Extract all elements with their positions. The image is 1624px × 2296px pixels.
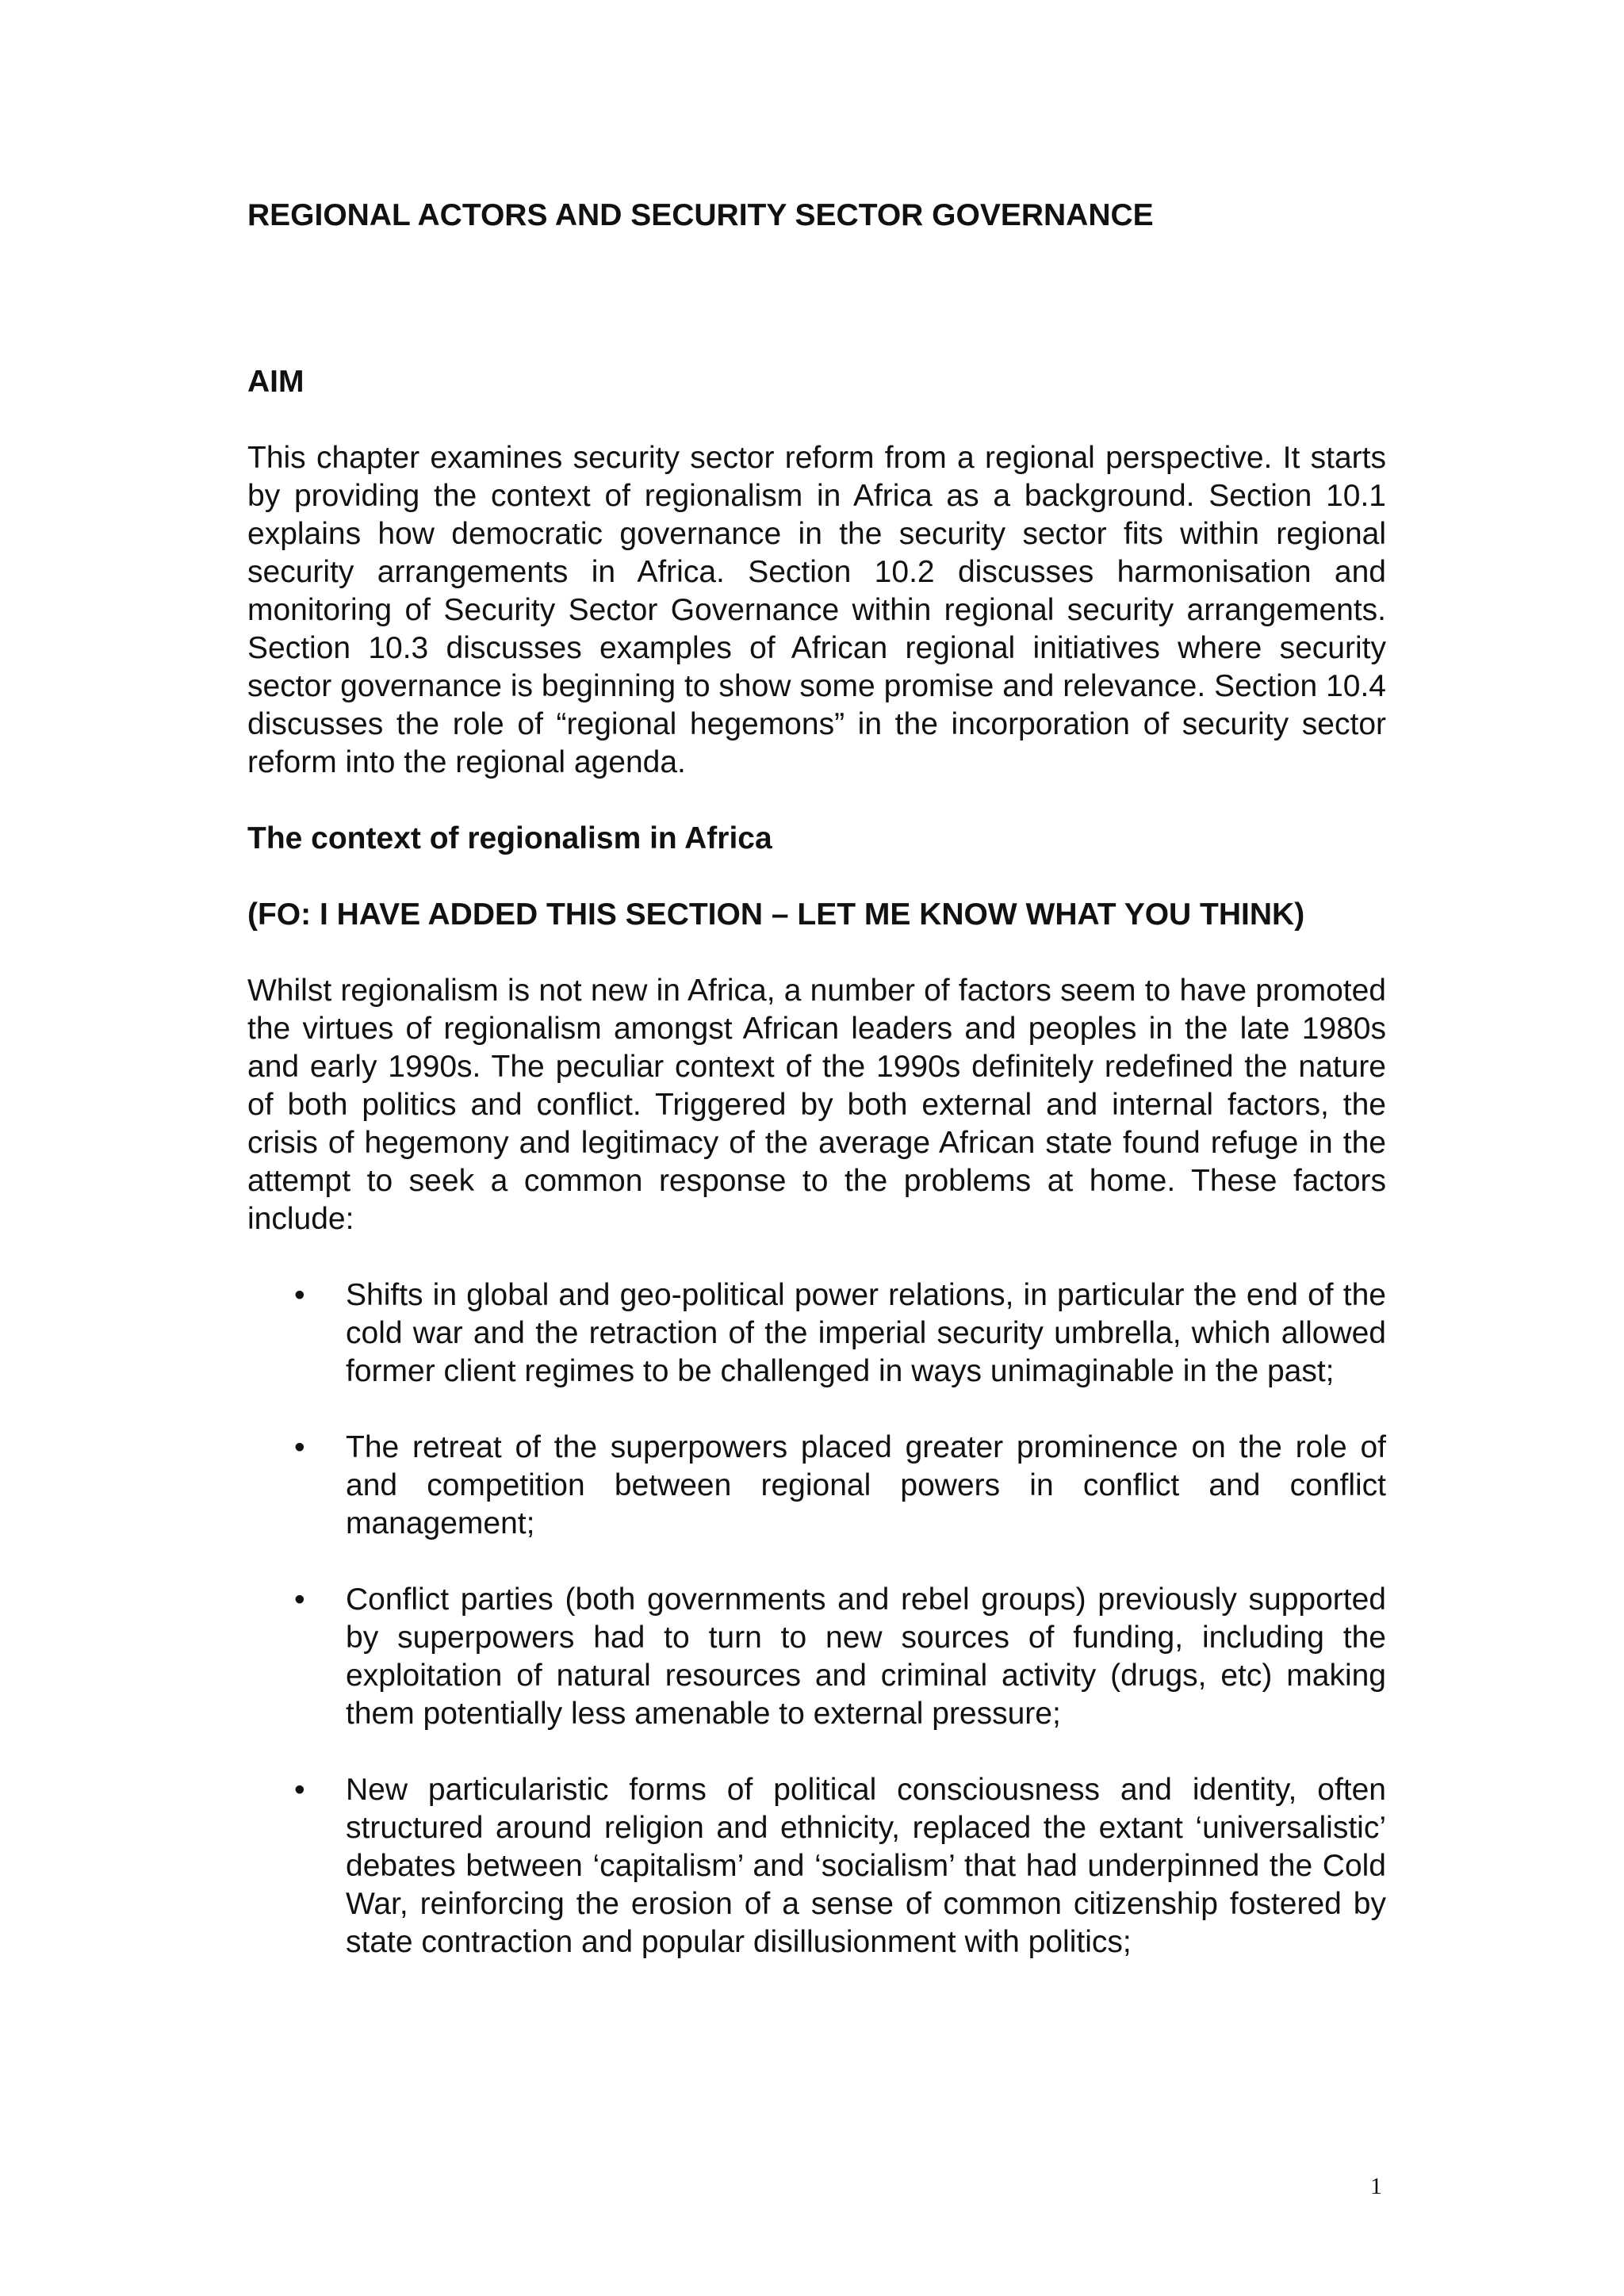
- context-paragraph: Whilst regionalism is not new in Africa, a number of factors seem to have promoted the virtues of regionalism amongst African leaders and peoples in the late 1980s and early 1990s. The peculiar context of the 1990s definitely redefined the nature of both politics and conflict. Triggered by both external and internal factors, the crisis of hegemony and legitimacy of the average African state found refuge in the attempt to seek a common response to the problems at home. These factors include:: [247, 974, 1386, 1236]
- bullet-icon: •: [294, 1582, 305, 1617]
- page-number: 1: [1370, 2173, 1382, 2199]
- list-item: [247, 1429, 1386, 1543]
- list-item-text: New particularistic forms of political consciousness and identity, often structured around religion and ethnicity, replaced the extant ‘universalistic’ debates between ‘capitalism’ and ‘socialism’ that had underpinned the Cold War, reinforcing the erosion of a sense of common citizenship fostered by state contraction and popular disillusionment with politics;: [346, 1773, 1386, 1959]
- list-item-text: Shifts in global and geo-political power relations, in particular the end of the cold war and the retraction of the imperial security umbrella, which allowed former client regimes to be challenged in ways unimaginable in the past;: [346, 1278, 1386, 1388]
- document-body: [247, 197, 1386, 1999]
- list-item: [247, 1771, 1386, 1961]
- aim-paragraph: This chapter examines security sector reform from a regional perspective. It starts by providing the context of regionalism in Africa as a background. Section 10.1 explains how democratic governance in the security sector fits within regional security arrangements in Africa. Section 10.2 discusses harmonisation and monitoring of Security Sector Governance within regional security arrangements. Section 10.3 discusses examples of African regional initiatives where security sector governance is beginning to show some promise and relevance. Section 10.4 discusses the role of “regional hegemons” in the incorporation of security sector reform into the regional agenda.: [247, 441, 1386, 779]
- bullet-icon: •: [294, 1430, 305, 1464]
- bullet-icon: •: [294, 1773, 305, 1807]
- aim-heading: AIM: [247, 365, 304, 399]
- list-item: [247, 1581, 1386, 1733]
- bullet-icon: •: [294, 1278, 305, 1312]
- factors-list: [247, 1276, 1386, 1961]
- context-heading: The context of regionalism in Africa: [247, 821, 772, 855]
- list-item: [247, 1276, 1386, 1391]
- list-item-text: Conflict parties (both governments and rebel groups) previously supported by superpowers had to turn to new sources of funding, including the exploitation of natural resources and criminal activity (drugs, etc) making them potentially less amenable to external pressure;: [346, 1582, 1386, 1731]
- document-title: REGIONAL ACTORS AND SECURITY SECTOR GOVERNANCE: [247, 198, 1154, 232]
- list-item-text: The retreat of the superpowers placed greater prominence on the role of and competition between regional powers in conflict and conflict management;: [346, 1430, 1386, 1540]
- editor-note: (FO: I HAVE ADDED THIS SECTION – LET ME KNOW WHAT YOU THINK): [247, 897, 1305, 932]
